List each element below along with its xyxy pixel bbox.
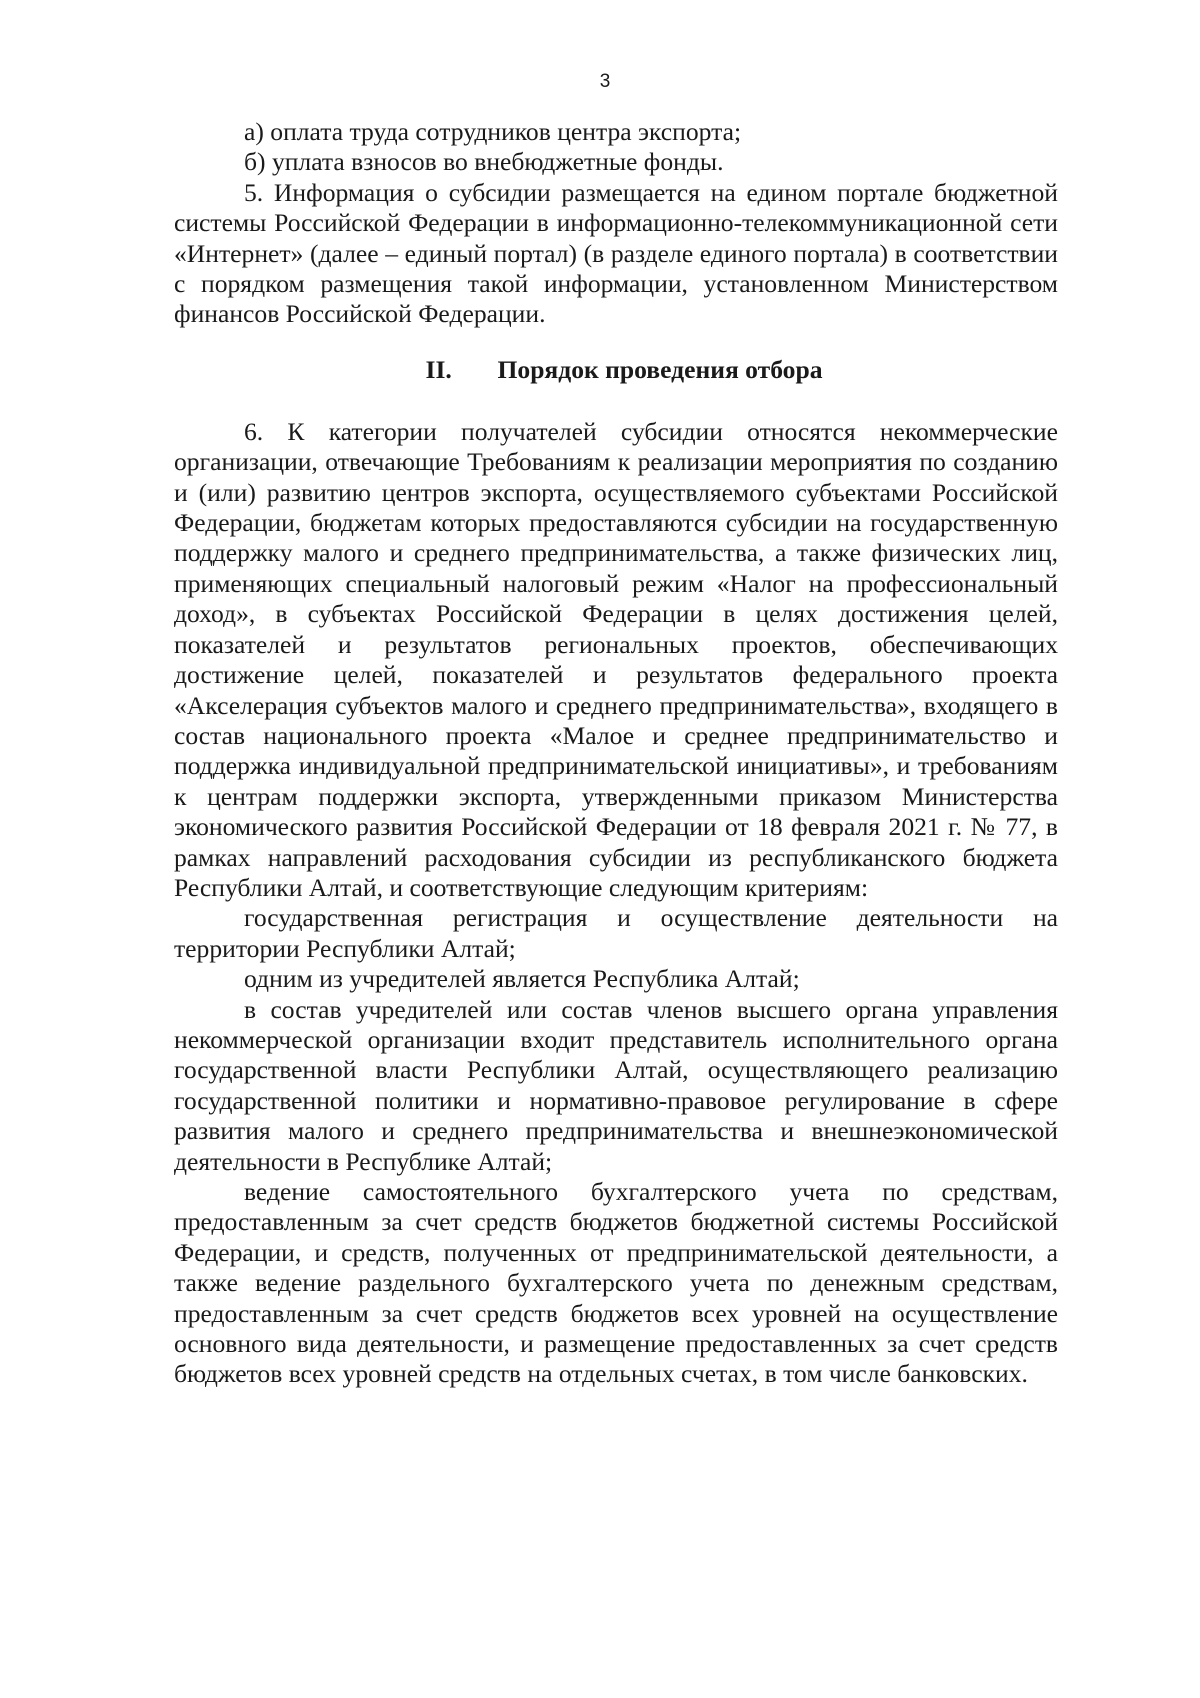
criterion-registration: государственная регистрация и осуществление деятельности на территории Республики Алтай;	[174, 903, 1058, 963]
criterion-accounting: ведение самостоятельного бухгалтерского учета по средствам, предоставленным за счет средств бюджетов бюджетной системы Российской Федерации, и средств, полученных от предпринимательской деятельности, а также ведение раздельного бухгалтерского учета по денежным средствам, предоставленным за счет средств бюджетов всех уровней на осуществление основного вида деятельности, и размещение предоставленных за счет средств бюджетов всех уровней средств на отдельных счетах, в том числе банковских.	[174, 1177, 1058, 1389]
paragraph-6: 6. К категории получателей субсидии относятся некоммерческие организации, отвечающие Требованиям к реализации мероприятия по созданию и (или) развитию центров экспорта, осуществляемого субъектами Российской Федерации, бюджетам которых предоставляются субсидии на государственную поддержку малого и среднего предпринимательства, а также физических лиц, применяющих специальный налоговый режим «Налог на профессиональный доход», в субъектах Российской Федерации в целях достижения целей, показателей и результатов региональных проектов, обеспечивающих достижение целей, показателей и результатов федерального проекта «Акселерация субъектов малого и среднего предпринимательства», входящего в состав национального проекта «Малое и среднее предпринимательство и поддержка индивидуальной предпринимательской инициативы», и требованиям к центрам поддержки экспорта, утвержденными приказом Министерства экономического развития Российской Федерации от 18 февраля 2021 г. № 77, в рамках направлений расходования субсидии из республиканского бюджета Республики Алтай, и соответствующие следующим критериям:	[174, 416, 1058, 902]
criterion-governing-body: в состав учредителей или состав членов высшего органа управления некоммерческой организации входит представитель исполнительного органа государственной власти Республики Алтай, осуществляющего реализацию государственной политики и нормативно-правовое регулирование в сфере развития малого и среднего предпринимательства и внешнеэкономической деятельности в Республике Алтай;	[174, 994, 1058, 1176]
section-heading	[174, 354, 1058, 385]
section-title: Порядок проведения отбора	[497, 354, 823, 384]
criterion-founder: одним из учредителей является Республика Алтай;	[244, 964, 800, 994]
page-number: 3	[599, 71, 611, 92]
paragraph-item-b: б) уплата взносов во внебюджетные фонды.	[244, 147, 724, 177]
document-body	[174, 117, 1058, 1390]
paragraph-item-a: а) оплата труда сотрудников центра экспорта;	[244, 117, 742, 146]
section-number: II.	[425, 354, 452, 384]
paragraph-5: 5. Информация о субсидии размещается на едином портале бюджетной системы Российской Федерации в информационно-телекоммуникационной сети «Интернет» (далее – единый портал) (в разделе единого портала) в соответствии с порядком размещения такой информации, установленном Министерством финансов Российской Федерации.	[174, 177, 1058, 329]
